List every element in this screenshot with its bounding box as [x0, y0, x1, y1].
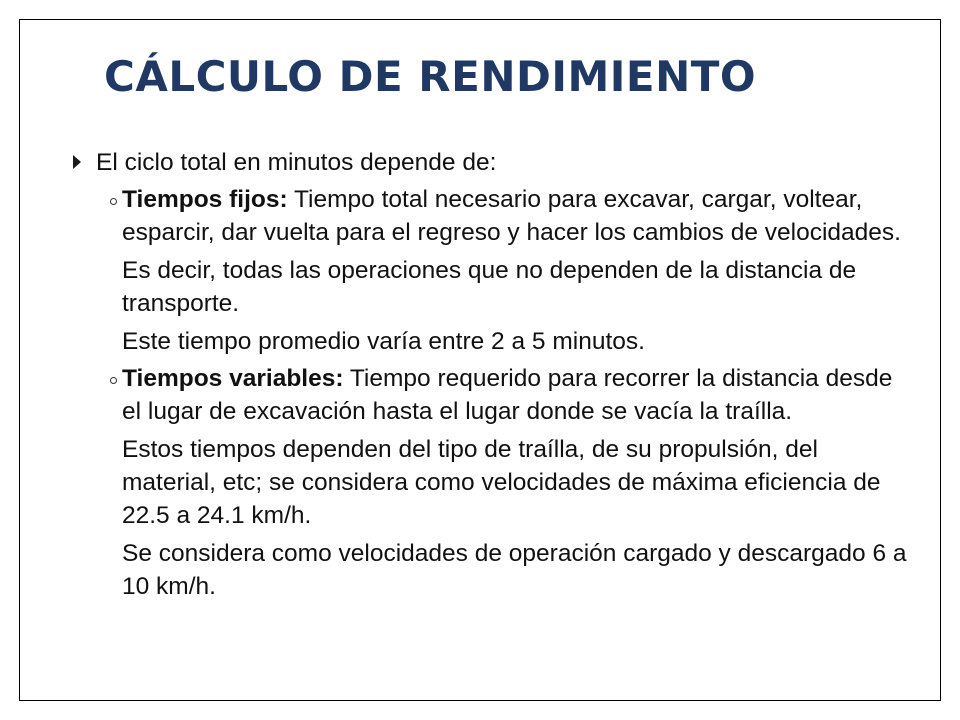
- ring-bullet-icon: [110, 377, 117, 384]
- main-bullet-text: El ciclo total en minutos depende de:: [96, 149, 497, 176]
- sub-bullet-lead: [122, 362, 910, 428]
- sub-bullet-lead: [122, 183, 910, 249]
- sub-bullet-paragraph: Es decir, todas las operaciones que no dependen de la distancia de transporte.: [122, 257, 857, 317]
- sub-bullet-paragraph: Se considera como velocidades de operación cargado y descargado 6 a 10 km/h.: [122, 540, 907, 600]
- term-definition: Tiempo total necesario para excavar, cargar, voltear, esparcir, dar vuelta para el regreso y hacer los cambios de velocidades.: [122, 186, 901, 246]
- sub-bullet-fixed-times: [70, 183, 910, 358]
- triangle-bullet-icon: [73, 155, 81, 169]
- sub-bullet-list: [70, 183, 910, 603]
- ring-bullet-icon: [110, 198, 117, 205]
- sub-bullet-paragraph: Estos tiempos dependen del tipo de traílla, de su propulsión, del material, etc; se considera como velocidades de máxima eficiencia de 22.5 a 24.1 km/h.: [122, 436, 881, 529]
- main-bullet: [70, 146, 910, 179]
- sub-bullet-variable-times: [70, 362, 910, 603]
- term-definition: Tiempo requerido para recorrer la distancia desde el lugar de excavación hasta el lugar donde se vacía la traílla.: [122, 365, 893, 425]
- sub-bullet-paragraph: Este tiempo promedio varía entre 2 a 5 minutos.: [122, 328, 645, 355]
- term-label: Tiempos variables:: [122, 365, 344, 392]
- slide-body: [70, 146, 910, 603]
- term-label: Tiempos fijos:: [122, 186, 288, 213]
- slide-title: CÁLCULO DE RENDIMIENTO: [104, 52, 757, 101]
